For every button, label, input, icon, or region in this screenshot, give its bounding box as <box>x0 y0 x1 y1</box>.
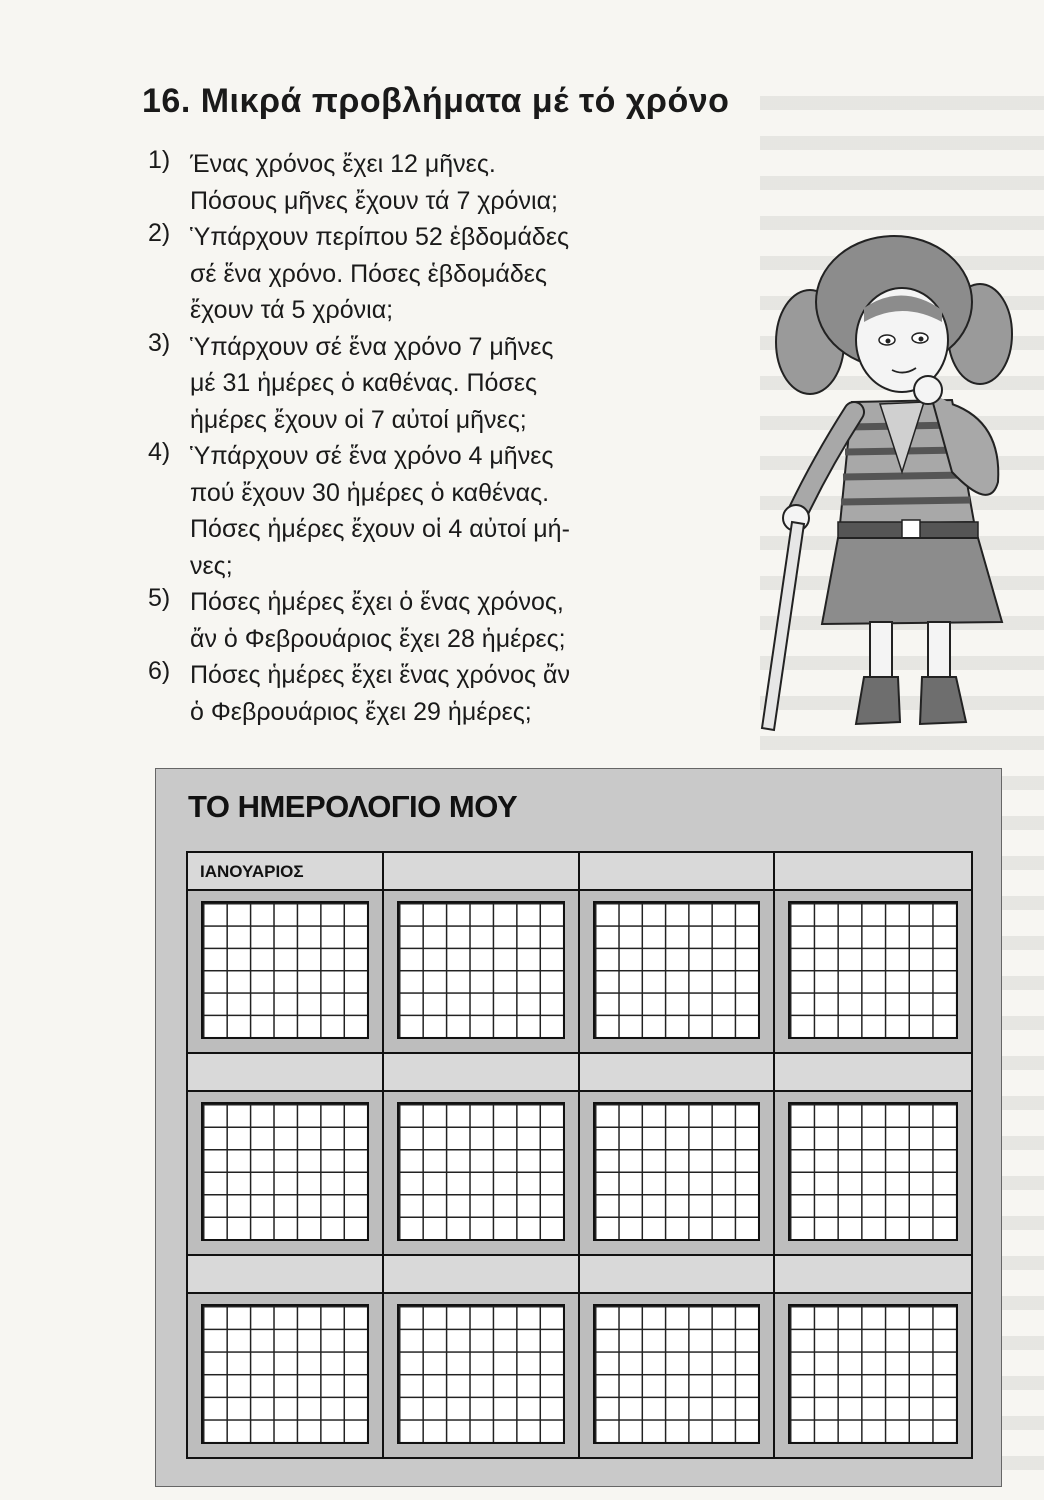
problem-item <box>148 329 748 439</box>
month-cell <box>775 1054 971 1255</box>
month-label-field[interactable] <box>188 1054 382 1092</box>
problem-list <box>148 146 748 730</box>
problem-text: Πόσες ἡμέρες ἔχει ὁ ἕνας χρόνος, ἄν ὁ Φεβρουάριος ἔχει 28 ἡμέρες; <box>190 588 566 653</box>
day-grid[interactable] <box>593 1304 761 1444</box>
month-label-field[interactable] <box>384 1054 578 1092</box>
girl-with-ruler-illustration <box>752 222 1014 742</box>
problem-item <box>148 438 748 584</box>
month-label-field[interactable] <box>188 853 382 891</box>
problem-text: Ένας χρόνος ἔχει 12 μῆνες. Πόσους μῆνες ἔχουν τά 7 χρόνια; <box>190 150 558 215</box>
month-cell <box>384 1054 580 1255</box>
month-label-field[interactable] <box>580 853 774 891</box>
day-grid[interactable] <box>788 1102 958 1240</box>
day-grid[interactable] <box>788 901 958 1039</box>
problem-text: Ὑπάρχουν σέ ἕνα χρόνο 4 μῆνες πού ἔχουν 30 ἡμέρες ὁ καθένας. Πόσες ἡμέρες ἔχουν οἱ 4 αὐτοί μή- νες; <box>190 442 570 580</box>
month-label-field[interactable] <box>188 1256 382 1294</box>
month-label-field[interactable] <box>775 853 971 891</box>
month-cell <box>775 853 971 1054</box>
calendar-grid <box>186 851 973 1459</box>
problem-item <box>148 657 748 730</box>
day-grid[interactable] <box>201 1304 369 1444</box>
month-label-field[interactable] <box>775 1256 971 1294</box>
day-grid[interactable] <box>397 901 565 1039</box>
month-label-field[interactable] <box>384 1256 578 1294</box>
problem-number: 3) <box>148 328 171 357</box>
problem-item <box>148 219 748 329</box>
problem-number: 6) <box>148 657 171 685</box>
day-grid[interactable] <box>201 1102 369 1240</box>
month-cell <box>384 1256 580 1457</box>
day-grid[interactable] <box>593 901 761 1039</box>
month-label-field[interactable] <box>580 1256 774 1294</box>
day-grid[interactable] <box>593 1102 761 1240</box>
month-cell <box>188 1256 384 1457</box>
page-title: 16. Μικρά προβλήματα μέ τό χρόνο <box>142 82 730 120</box>
problem-text: Ὑπάρχουν περίπου 52 ἑβδομάδες σέ ἕνα χρόνο. Πόσες ἑβδομάδες ἔχουν τά 5 χρόνια; <box>190 223 570 324</box>
calendar-panel <box>155 768 1002 1487</box>
problem-text: Ὑπάρχουν σέ ἕνα χρόνο 7 μῆνες μέ 31 ἡμέρες ὁ καθένας. Πόσες ἡμέρες ἔχουν οἱ 7 αὐτοί μῆνες; <box>190 332 554 434</box>
month-cell <box>188 1054 384 1255</box>
month-cell <box>580 1054 776 1255</box>
month-cell <box>384 853 580 1054</box>
day-grid[interactable] <box>201 901 369 1039</box>
problem-number: 4) <box>148 438 171 466</box>
month-label-field[interactable] <box>775 1054 971 1092</box>
problem-item <box>148 146 748 219</box>
problem-text: Πόσες ἡμέρες ἔχει ἕνας χρόνος ἄν ὁ Φεβρουάριος ἔχει 29 ἡμέρες; <box>190 661 570 726</box>
problem-number: 2) <box>148 219 171 247</box>
calendar-title: ΤΟ ΗΜΕΡΟΛΟΓΙΟ ΜΟΥ <box>188 789 518 824</box>
day-grid[interactable] <box>397 1102 565 1240</box>
month-label-field[interactable] <box>580 1054 774 1092</box>
month-cell <box>580 1256 776 1457</box>
day-grid[interactable] <box>788 1304 958 1444</box>
month-cell <box>580 853 776 1054</box>
month-cell <box>775 1256 971 1457</box>
problem-number: 1) <box>148 146 171 174</box>
month-label-field[interactable] <box>384 853 578 891</box>
month-cell <box>188 853 384 1054</box>
month-label: ΙΑΝΟΥΑΡΙΟΣ <box>200 862 304 881</box>
problem-item <box>148 584 748 657</box>
problem-number: 5) <box>148 584 171 612</box>
day-grid[interactable] <box>397 1304 565 1444</box>
